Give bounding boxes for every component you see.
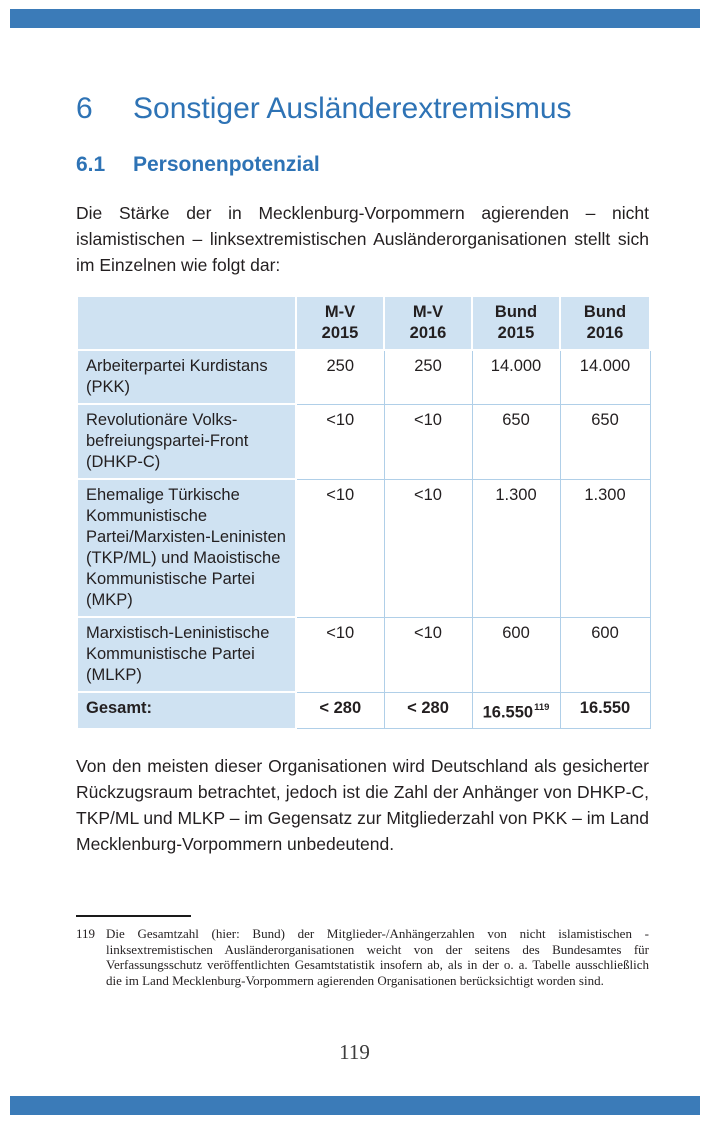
value-cell: 600 [560,617,650,692]
value-cell: <10 [384,617,472,692]
value-cell: 650 [560,404,650,479]
org-name-cell: Ehemalige Türkische Kommunistische Partei/Marxisten-Leninisten (TKP/ML) und Maoistische Kommunistische Partei (MKP) [77,479,296,617]
column-header-line2: 2015 [497,324,535,342]
chapter-heading [76,92,649,126]
section-title: Personenpotenzial [133,153,320,176]
value-cell: < 280 [384,692,472,729]
column-header-line1: Bund [583,303,627,321]
footnote-text: Die Gesamtzahl (hier: Bund) der Mitglieder-/Anhängerzahlen von nicht islamistischen - linksextremistischen Ausländerorganisationen weicht von der seitens des Bundesamtes für Verfassungsschutz veröffentlichten Gesamtstatistik insofern ab, als in der o. a. Tabelle ausschließlich die im Land Mecklenburg-Vorpommern agierenden Organisationen berücksichtigt worden sind. [106,926,649,988]
section-heading [76,152,649,178]
column-header-mv-2016 [384,296,472,350]
org-name-cell: Arbeiterpartei Kurdistans (PKK) [77,350,296,404]
table-row [77,479,650,617]
closing-paragraph: Von den meisten dieser Organisationen wird Deutschland als gesicherter Rückzugsraum betrachtet, jedoch ist die Zahl der Anhänger von DHKP-C, TKP/ML und MLKP – im Gegensatz zur Mitgliederzahl von PKK – im Land Mecklenburg-Vorpommern unbedeutend. [76,755,649,854]
page-number: 119 [339,1040,370,1064]
value-cell: 250 [384,350,472,404]
value-cell: <10 [384,479,472,617]
column-header-mv-2015 [296,296,384,350]
total-label-cell: Gesamt: [77,692,296,729]
value-cell: <10 [384,404,472,479]
column-header-bund-2015 [472,296,560,350]
value-cell: 16.550 [560,692,650,729]
value-cell: 14.000 [472,350,560,404]
footnote-divider [76,915,191,917]
footnote-reference: 119 [534,701,550,713]
value-cell [472,692,560,729]
main-content [76,0,649,857]
header-empty-cell [77,296,296,350]
footer-bar [10,1096,700,1115]
table-total-row [77,692,650,729]
value-cell: 600 [472,617,560,692]
intro-paragraph: Die Stärke der in Mecklenburg-Vorpommern agierenden – nicht islamistischen – linksextremistischen Ausländerorganisationen stellt sich im Einzelnen wie folgt dar: [76,203,649,275]
personnel-potential-table [76,295,651,730]
section-number: 6.1 [76,153,106,176]
org-name-cell: Marxistisch-Leninistische Kommunistische Partei (MLKP) [77,617,296,692]
table-row [77,404,650,479]
value-cell: <10 [296,479,384,617]
value-cell: <10 [296,404,384,479]
column-header-line2: 2015 [321,324,359,342]
column-header-line1: M-V [324,303,356,321]
total-bund-2015-value: 16.550 [482,703,534,721]
footnote-block [76,915,649,988]
org-name-cell: Revolutionäre Volksbefreiungspartei-Front (DHKP-C) [77,404,296,479]
column-header-line1: M-V [412,303,444,321]
footnote [76,926,649,988]
footnote-number: 119 [76,926,96,941]
chapter-number: 6 [76,92,93,125]
value-cell: 1.300 [472,479,560,617]
value-cell: < 280 [296,692,384,729]
column-header-line2: 2016 [409,324,447,342]
value-cell: 650 [472,404,560,479]
table-row [77,350,650,404]
value-cell: 14.000 [560,350,650,404]
column-header-bund-2016 [560,296,650,350]
table-header-row [77,296,650,350]
value-cell: 1.300 [560,479,650,617]
value-cell: 250 [296,350,384,404]
table-row [77,617,650,692]
value-cell: <10 [296,617,384,692]
column-header-line2: 2016 [586,324,624,342]
column-header-line1: Bund [494,303,538,321]
chapter-title: Sonstiger Ausländerextremismus [133,92,572,125]
